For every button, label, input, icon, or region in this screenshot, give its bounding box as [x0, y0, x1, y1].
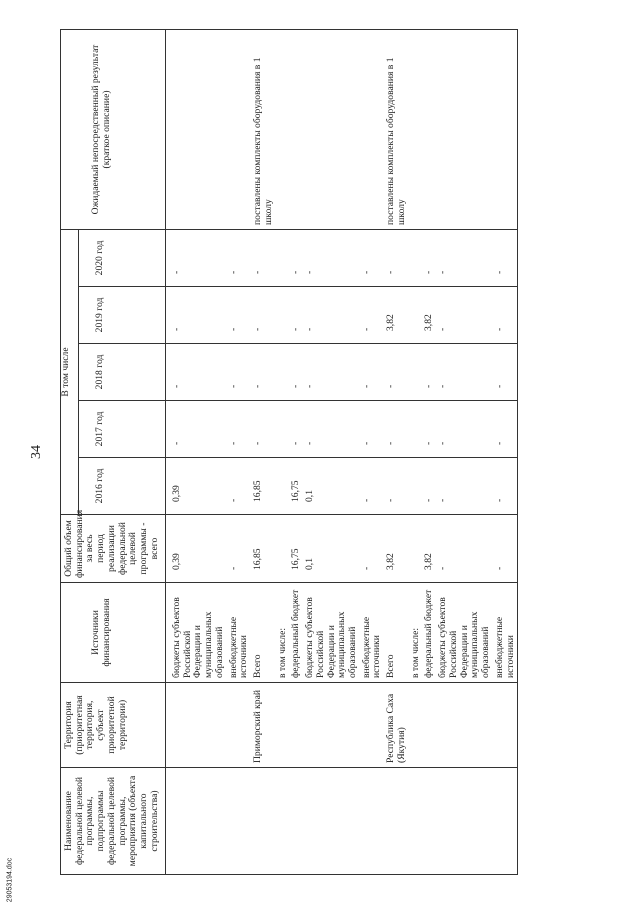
cell-2018	[409, 344, 423, 401]
cell-2019: 3,82	[422, 287, 436, 344]
cell-territory	[170, 683, 227, 768]
cell-2019: -	[289, 287, 303, 344]
cell-source: Всего	[251, 583, 275, 683]
table-body	[166, 29, 518, 874]
header-result: Ожидаемый непосредственный результат (краткое описание)	[61, 29, 166, 229]
cell-2017: -	[422, 401, 436, 458]
cell-territory: Приморский край	[251, 683, 275, 768]
cell-2019: 3,82	[384, 287, 408, 344]
cell-2018: -	[360, 344, 384, 401]
table-row	[227, 29, 251, 874]
cell-2019	[276, 287, 290, 344]
cell-name	[384, 768, 408, 875]
cell-total: 16,75	[289, 515, 303, 583]
footer-file-code: 29053194.doc	[6, 857, 14, 903]
header-2016: 2016 год	[78, 458, 166, 515]
cell-2016: 0,1	[303, 458, 360, 515]
cell-2016	[409, 458, 423, 515]
header-2019: 2019 год	[78, 287, 166, 344]
table-row	[170, 29, 227, 874]
cell-result	[493, 29, 518, 229]
cell-2018: -	[251, 344, 275, 401]
cell-2017: -	[493, 401, 518, 458]
cell-result	[409, 29, 423, 229]
cell-2020: -	[303, 229, 360, 286]
table-row	[303, 29, 360, 874]
header-sources: Источники финансирования	[61, 583, 166, 683]
cell-2019: -	[493, 287, 518, 344]
cell-result: поставлены комплекты оборудования в 1 школу	[251, 29, 275, 229]
cell-2020: -	[289, 229, 303, 286]
table-row	[276, 29, 290, 874]
cell-2018: -	[422, 344, 436, 401]
table-row	[436, 29, 493, 874]
cell-2016: -	[360, 458, 384, 515]
cell-name	[360, 768, 384, 875]
cell-source: федеральный бюджет	[289, 583, 303, 683]
cell-total: 0,1	[303, 515, 360, 583]
cell-2016: -	[493, 458, 518, 515]
cell-total: -	[493, 515, 518, 583]
cell-2020: -	[170, 229, 227, 286]
cell-territory	[409, 683, 423, 768]
cell-source: в том числе:	[409, 583, 423, 683]
cell-result	[436, 29, 493, 229]
cell-2017: -	[170, 401, 227, 458]
cell-territory: Республика Саха (Якутия)	[384, 683, 408, 768]
cell-2018	[276, 344, 290, 401]
cell-2020: -	[251, 229, 275, 286]
cell-total: 0,39	[170, 515, 227, 583]
cell-2020: -	[384, 229, 408, 286]
cell-source: федеральный бюджет	[422, 583, 436, 683]
cell-territory	[422, 683, 436, 768]
cell-source: бюджеты субъектов Российской Федерации и муниципальных образований	[303, 583, 360, 683]
cell-2019: -	[170, 287, 227, 344]
cell-2017: -	[360, 401, 384, 458]
cell-2016: 16,85	[251, 458, 275, 515]
financing-table	[60, 29, 518, 875]
cell-total	[409, 515, 423, 583]
cell-2018: -	[303, 344, 360, 401]
cell-result	[227, 29, 251, 229]
header-2017: 2017 год	[78, 401, 166, 458]
cell-2019: -	[303, 287, 360, 344]
cell-total: -	[436, 515, 493, 583]
header-2018: 2018 год	[78, 344, 166, 401]
cell-result	[289, 29, 303, 229]
header-including: В том числе	[61, 229, 79, 514]
cell-2018: -	[170, 344, 227, 401]
cell-2018: -	[436, 344, 493, 401]
cell-name	[493, 768, 518, 875]
header-name: Наименование федеральной целевой программы, подпрограммы федеральной целевой программы, мероприятия (объекта капитального строительства)	[61, 768, 166, 875]
cell-2018: -	[493, 344, 518, 401]
cell-result	[360, 29, 384, 229]
cell-2016: 0,39	[170, 458, 227, 515]
cell-2016: -	[422, 458, 436, 515]
cell-territory	[493, 683, 518, 768]
cell-2019: -	[436, 287, 493, 344]
cell-result	[170, 29, 227, 229]
table-row	[409, 29, 423, 874]
cell-result	[303, 29, 360, 229]
cell-result	[276, 29, 290, 229]
table-row	[493, 29, 518, 874]
cell-source: бюджеты субъектов Российской Федерации и муниципальных образований	[436, 583, 493, 683]
cell-territory	[360, 683, 384, 768]
cell-name	[276, 768, 290, 875]
header-2020: 2020 год	[78, 229, 166, 286]
cell-name	[289, 768, 303, 875]
rotated-table-container	[60, 30, 605, 875]
cell-2020	[276, 229, 290, 286]
cell-source: в том числе:	[276, 583, 290, 683]
page-number: 34	[29, 445, 44, 459]
cell-2017: -	[289, 401, 303, 458]
cell-total: -	[360, 515, 384, 583]
cell-result: поставлены комплекты оборудования в 1 школу	[384, 29, 408, 229]
cell-2020: -	[360, 229, 384, 286]
cell-result	[422, 29, 436, 229]
cell-total: -	[227, 515, 251, 583]
cell-source: бюджеты субъектов Российской Федерации и муниципальных образований	[170, 583, 227, 683]
cell-2020: -	[436, 229, 493, 286]
cell-2017	[409, 401, 423, 458]
cell-territory	[436, 683, 493, 768]
cell-name	[422, 768, 436, 875]
cell-source: внебюджетные источники	[493, 583, 518, 683]
cell-territory	[303, 683, 360, 768]
cell-source: Всего	[384, 583, 408, 683]
cell-name	[409, 768, 423, 875]
cell-source: внебюджетные источники	[360, 583, 384, 683]
cell-2017: -	[436, 401, 493, 458]
header-total: Общий объем финансирования за весь период реализации федеральной целевой программы - всего	[61, 515, 166, 583]
cell-total: 16,85	[251, 515, 275, 583]
header-territory: Территория (приоритетная территория, субъект приоритетной территории)	[61, 683, 166, 768]
cell-2018: -	[227, 344, 251, 401]
cell-2017: -	[227, 401, 251, 458]
cell-2019	[409, 287, 423, 344]
cell-name	[170, 768, 227, 875]
cell-2017	[276, 401, 290, 458]
table-row	[384, 29, 408, 874]
cell-2018: -	[289, 344, 303, 401]
cell-2019: -	[251, 287, 275, 344]
table-header	[61, 29, 166, 874]
cell-2017: -	[303, 401, 360, 458]
cell-2016: -	[436, 458, 493, 515]
document-table-frame	[60, 30, 605, 875]
cell-2019: -	[360, 287, 384, 344]
cell-total	[276, 515, 290, 583]
cell-source: внебюджетные источники	[227, 583, 251, 683]
table-row	[289, 29, 303, 874]
cell-2020: -	[422, 229, 436, 286]
cell-name	[436, 768, 493, 875]
cell-2016: -	[227, 458, 251, 515]
cell-2016: -	[384, 458, 408, 515]
cell-territory	[289, 683, 303, 768]
cell-2019: -	[227, 287, 251, 344]
cell-name	[227, 768, 251, 875]
cell-2018: -	[384, 344, 408, 401]
table-row	[422, 29, 436, 874]
cell-2020: -	[227, 229, 251, 286]
cell-name	[251, 768, 275, 875]
cell-2016: 16,75	[289, 458, 303, 515]
cell-2020: -	[493, 229, 518, 286]
cell-total: 3,82	[422, 515, 436, 583]
cell-2017: -	[384, 401, 408, 458]
cell-territory	[276, 683, 290, 768]
table-row	[251, 29, 275, 874]
cell-2020	[409, 229, 423, 286]
table-row	[360, 29, 384, 874]
cell-total: 3,82	[384, 515, 408, 583]
cell-2017: -	[251, 401, 275, 458]
cell-2016	[276, 458, 290, 515]
cell-name	[303, 768, 360, 875]
cell-territory	[227, 683, 251, 768]
